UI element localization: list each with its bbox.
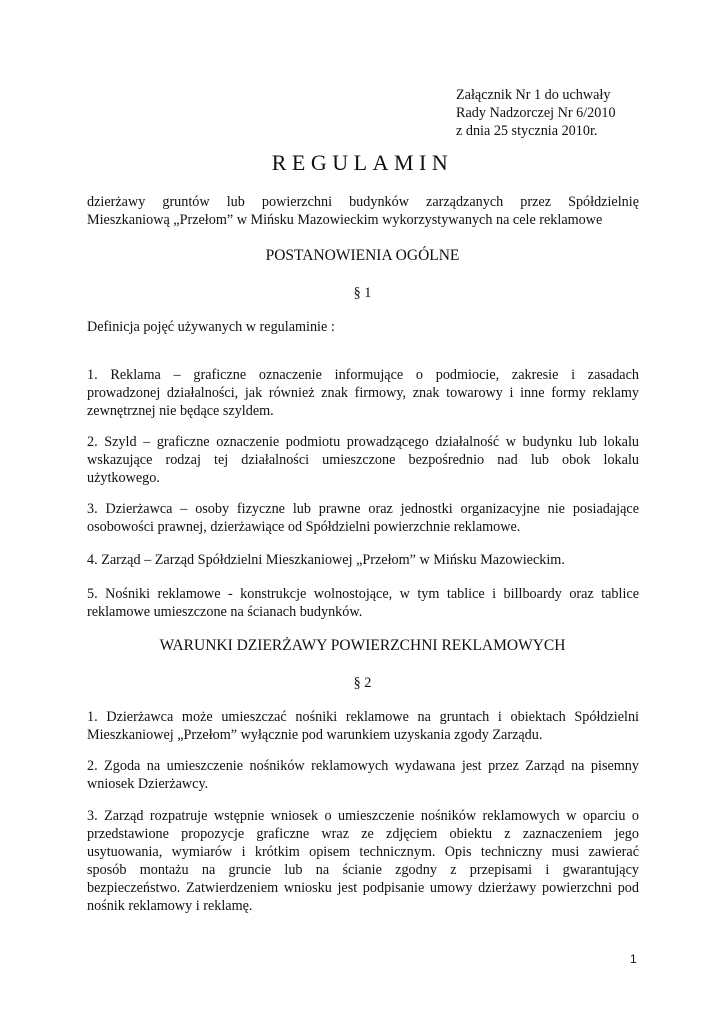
definition-3-line-1: 3. Dzierżawca – osoby fizyczne lub prawne oraz jednostki organizacyjne nie posiadające: [87, 501, 639, 517]
definition-5-line-1: 5. Nośniki reklamowe - konstrukcje wolnostojące, w tym tablice i billboardy oraz tablice: [87, 586, 639, 602]
definition-3-line-2: osobowości prawnej, dzierżawiące od Spółdzielni powierzchnie reklamowe.: [87, 519, 521, 535]
definition-item-4: [87, 551, 639, 569]
section-heading-general: POSTANOWIENIA OGÓLNE: [265, 247, 460, 264]
definitions-intro: Definicja pojęć używanych w regulaminie :: [87, 319, 335, 335]
condition-3-line-4: sposób montażu na gruncie lub na ścianie zgodny z przepisami i gwarantujący: [87, 862, 639, 878]
condition-item-3: [87, 807, 639, 915]
subtitle-line-1: dzierżawy gruntów lub powierzchni budynków zarządzanych przez Spółdzielnię: [87, 194, 639, 210]
definition-item-5: [87, 585, 639, 621]
definition-item-3: [87, 500, 639, 536]
definition-2-line-3: użytkowego.: [87, 470, 160, 486]
condition-1-line-1: 1. Dzierżawca może umieszczać nośniki reklamowe na gruntach i obiektach Spółdzielni: [87, 709, 639, 725]
condition-3-line-6: nośnik reklamowy i reklamę.: [87, 898, 253, 914]
condition-3-line-2: przedstawione propozycje graficzne wraz ze zdjęciem obiektu z zaznaczeniem jego: [87, 826, 639, 842]
annex-note: [456, 86, 616, 140]
document-title: REGULAMIN: [271, 150, 454, 175]
condition-item-1: [87, 708, 639, 744]
condition-3-line-1: 3. Zarząd rozpatruje wstępnie wniosek o umieszczenie nośników reklamowych w oparciu o: [87, 808, 639, 824]
definition-1-line-3: zewnętrznej nie będące szyldem.: [87, 403, 274, 419]
page-number: 1: [630, 952, 637, 966]
condition-2-line-1: 2. Zgoda na umieszczenie nośników reklamowych wydawana jest przez Zarząd na pisemny: [87, 758, 639, 774]
definition-1-line-2: prowadzonej działalności, jak również znak firmowy, znak towarowy i inne formy reklamy: [87, 385, 639, 401]
annex-line-2: Rady Nadzorczej Nr 6/2010: [456, 105, 616, 121]
condition-item-2: [87, 757, 639, 793]
definition-4-line-1: 4. Zarząd – Zarząd Spółdzielni Mieszkaniowej „Przełom” w Mińsku Mazowieckim.: [87, 552, 565, 568]
definition-item-1: [87, 366, 639, 420]
paragraph-mark-1: § 1: [353, 285, 372, 301]
condition-3-line-5: bezpieczeństwo. Zatwierdzeniem wniosku jest podpisanie umowy dzierżawy powierzchni pod: [87, 880, 639, 896]
definition-item-2: [87, 433, 639, 487]
definition-2-line-2: wskazujące rodzaj tej działalności umieszczone bezpośrednio nad lub obok lokalu: [87, 452, 639, 468]
condition-3-line-3: usytuowania, wymiarów i krótkim opisem technicznym. Opis techniczny musi zawierać: [87, 844, 639, 860]
annex-line-3: z dnia 25 stycznia 2010r.: [456, 123, 598, 139]
definition-2-line-1: 2. Szyld – graficzne oznaczenie podmiotu prowadzącego działalność w budynku lub lokalu: [87, 434, 639, 450]
section-heading-lease-conditions: WARUNKI DZIERŻAWY POWIERZCHNI REKLAMOWYCH: [159, 637, 566, 654]
condition-1-line-2: Mieszkaniowej „Przełom” wyłącznie pod warunkiem uzyskania zgody Zarządu.: [87, 727, 543, 743]
document-subtitle: [87, 193, 639, 229]
condition-2-line-2: wniosek Dzierżawcy.: [87, 776, 209, 792]
definition-1-line-1: 1. Reklama – graficzne oznaczenie informujące o podmiocie, zakresie i zasadach: [87, 367, 639, 383]
subtitle-line-2: Mieszkaniową „Przełom” w Mińsku Mazowieckim wykorzystywanych na cele reklamowe: [87, 212, 603, 228]
annex-line-1: Załącznik Nr 1 do uchwały: [456, 87, 611, 103]
definition-5-line-2: reklamowe umieszczone na ścianach budynków.: [87, 604, 363, 620]
paragraph-mark-2: § 2: [353, 675, 372, 691]
